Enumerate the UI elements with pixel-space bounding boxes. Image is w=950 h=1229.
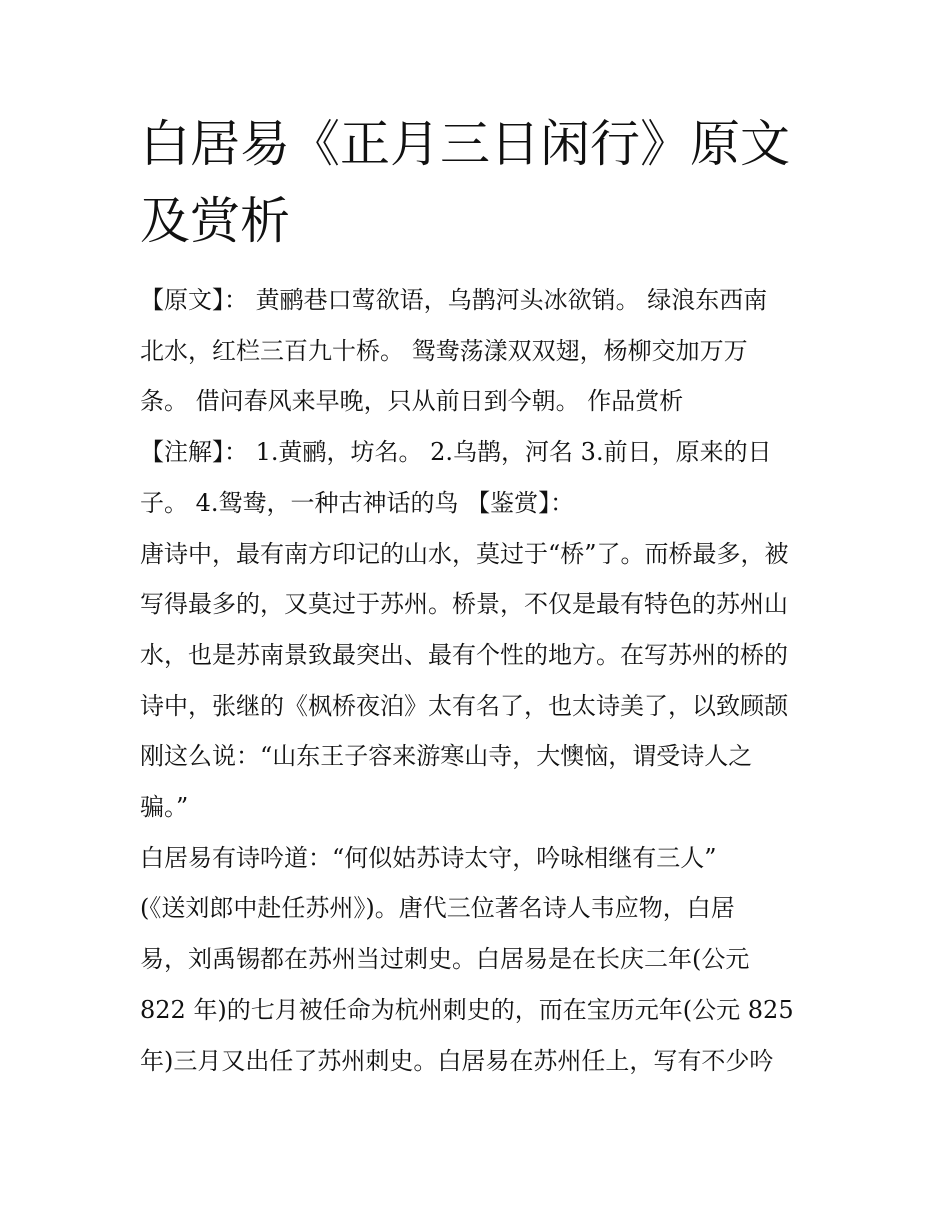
text-line: 【原文】： 黄鹂巷口莺欲语，乌鹊河头冰欲销。 绿浪东西南 (140, 286, 768, 314)
text-line: 诗中，张继的《枫桥夜泊》太有名了，也太诗美了，以致顾颉 (140, 691, 788, 720)
text-line: 易，刘禹锡都在苏州当过刺史。白居易是在长庆二年(公元 (140, 945, 750, 974)
text-line: 年)三月又出任了苏州刺史。白居易在苏州任上，写有不少吟 (140, 1046, 774, 1075)
text-line: 写得最多的，又莫过于苏州。桥景，不仅是最有特色的苏州山 (140, 590, 788, 619)
title-line: 及赏析 (140, 192, 290, 250)
text-line: 水，也是苏南景致最突出、最有个性的地方。在写苏州的桥的 (140, 640, 788, 669)
text-line: 子。 4.鸳鸯，一种古神话的鸟 【鉴赏】： (140, 488, 575, 517)
text-line: 北水，红栏三百九十桥。 鸳鸯荡漾双双翅，杨柳交加万万 (140, 336, 748, 365)
title-line: 白居易《正月三日闲行》原文 (140, 115, 790, 173)
text-line: 条。 借问春风来早晚，只从前日到今朝。 作品赏析 (140, 387, 684, 416)
document-body (140, 275, 840, 1086)
text-line: (《送刘郎中赴任苏州》)。唐代三位著名诗人韦应物，白居 (140, 894, 735, 923)
text-line: 唐诗中，最有南方印记的山水，莫过于“桥”了。而桥最多，被 (140, 539, 789, 568)
document-title (140, 106, 840, 260)
text-line: 刚这么说：“山东王子容来游寒山寺，大懊恼，谓受诗人之 (140, 742, 753, 771)
text-line: 【注解】： 1.黄鹂，坊名。 2.乌鹊，河名 3.前日，原来的日 (140, 438, 772, 467)
text-line: 白居易有诗吟道：“何似姑苏诗太守，吟咏相继有三人” (140, 843, 717, 872)
text-line: 822 年)的七月被任命为杭州刺史的，而在宝历元年(公元 825 (140, 995, 794, 1024)
text-line: 骗。” (140, 793, 189, 822)
